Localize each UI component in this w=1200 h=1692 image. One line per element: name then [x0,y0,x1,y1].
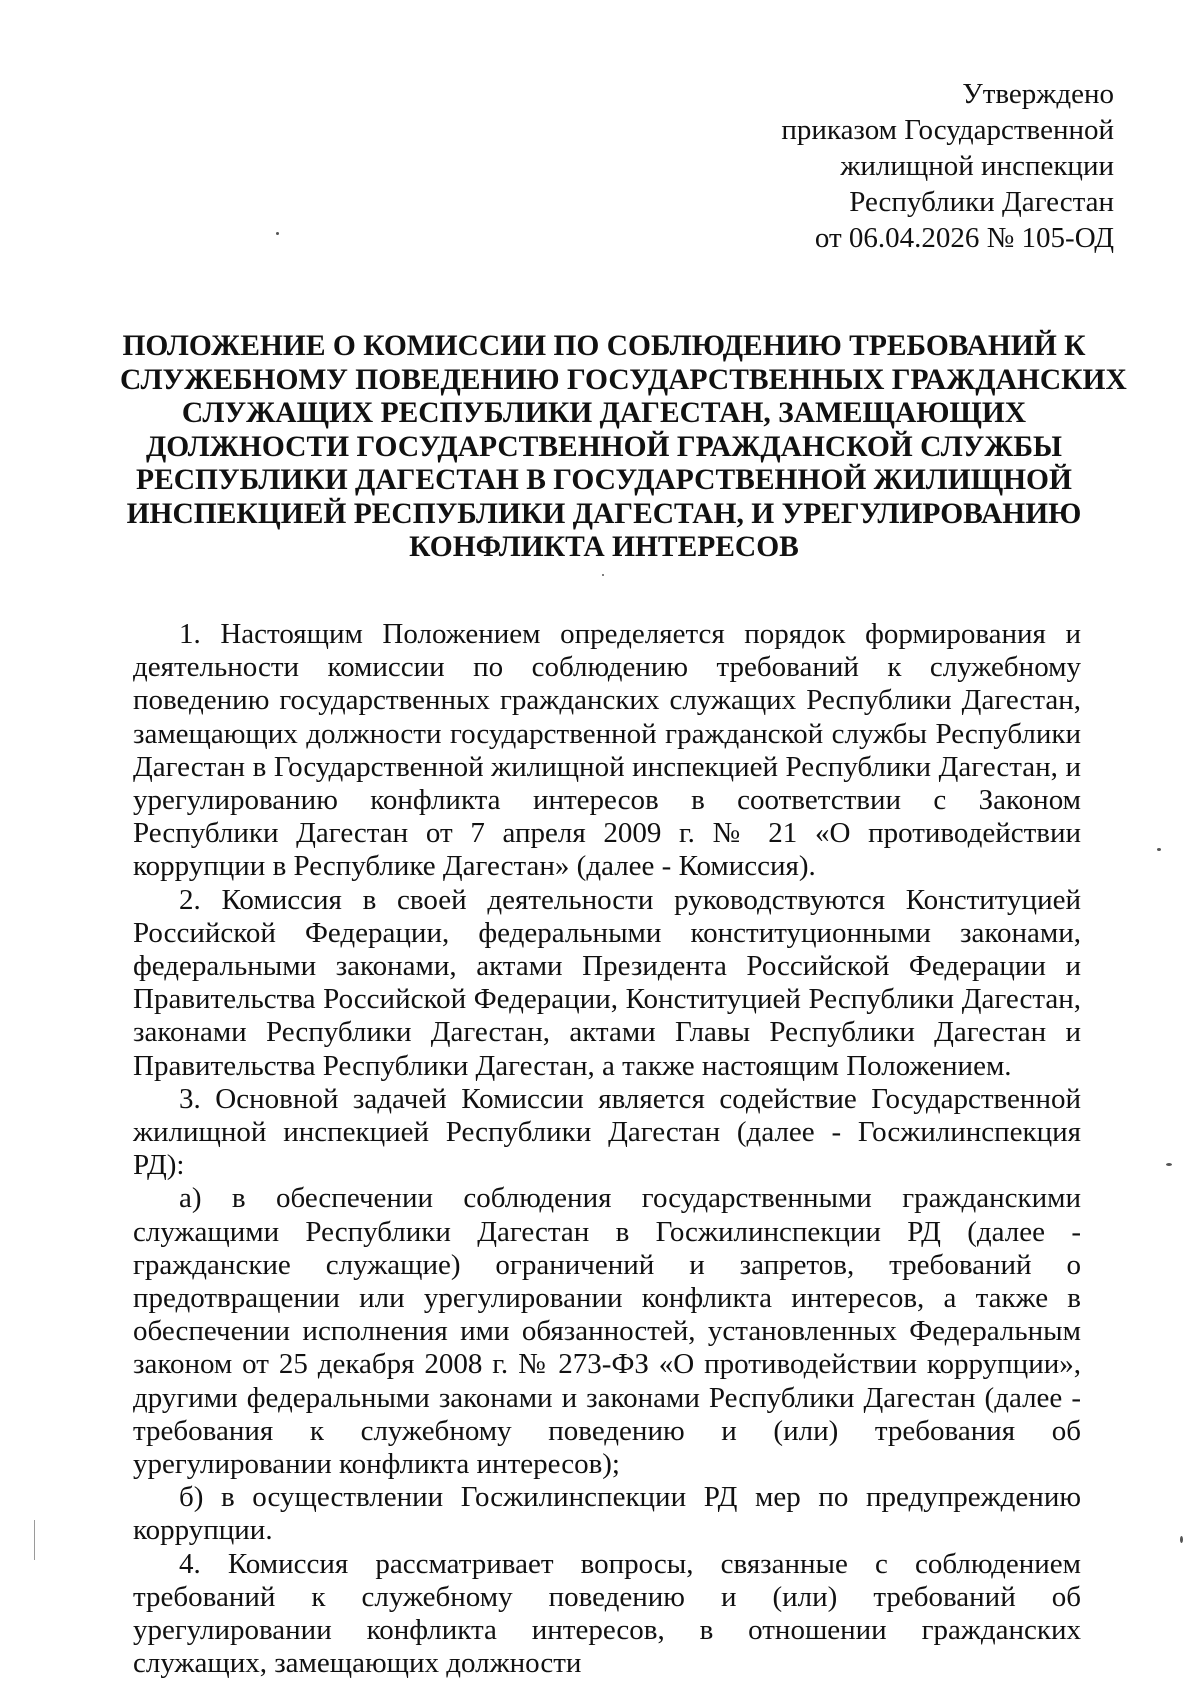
approval-line: от 06.04.2026 № 105-ОД [814,222,1114,254]
scan-speck [602,574,604,576]
paragraph-1: 1. Настоящим Положением определяется порядок формирования и деятельности комиссии по соблюдению требований к служебному поведению государственных гражданских служащих Республики Дагестан, замещающих должности государственной гражданской службы Республики Дагестан в Государственной жилищной инспекцией Республики Дагестан, и урегулированию конфликта интересов в соответствии с Законом Республики Дагестан от 7 апреля 2009 г. № 21 «О противодействии коррупции в Республике Дагестан» (далее - Комиссия). [133,618,1081,883]
title-line: СЛУЖЕБНОМУ ПОВЕДЕНИЮ ГОСУДАРСТВЕННЫХ ГРАЖДАНСКИХ [120,363,1127,396]
approval-stamp [594,76,1114,256]
paragraph-4: 4. Комиссия рассматривает вопросы, связанные с соблюдением требований к служебному поведению и (или) требований об урегулировании конфликта интересов, в отношении гражданских служащих, замещающих должности [133,1547,1081,1680]
approval-line: жилищной инспекции [840,150,1114,182]
paragraph-2: 2. Комиссия в своей деятельности руководствуются Конституцией Российской Федерации, федеральными конституционными законами, федеральными законами, актами Президента Российской Федерации и Правительства Российской Федерации, Конституцией Республики Дагестан, законами Республики Дагестан, актами Главы Республики Дагестан и Правительства Республики Дагестан, а также настоящим Положением. [133,883,1081,1082]
paragraph-3: 3. Основной задачей Комиссии является содействие Государственной жилищной инспекцией Республики Дагестан (далее - Госжилинспекция РД): [133,1082,1081,1182]
title-line: РЕСПУБЛИКИ ДАГЕСТАН В ГОСУДАРСТВЕННОЙ ЖИЛИЩНОЙ [136,464,1072,496]
approval-line: приказом Государственной [781,114,1114,146]
document-body [133,618,1081,1681]
scan-speck [1166,1163,1172,1166]
title-line: ИНСПЕКЦИЕЙ РЕСПУБЛИКИ ДАГЕСТАН, И УРЕГУЛИРОВАНИЮ [126,497,1082,530]
approval-line: Республики Дагестан [849,186,1114,218]
title-line: ДОЛЖНОСТИ ГОСУДАРСТВЕННОЙ ГРАЖДАНСКОЙ СЛУЖБЫ [146,430,1062,463]
title-line: СЛУЖАЩИХ РЕСПУБЛИКИ ДАГЕСТАН, ЗАМЕЩАЮЩИХ [181,397,1027,429]
scan-speck [1180,1536,1183,1543]
scan-speck [276,232,279,235]
paragraph-3b: б) в осуществлении Госжилинспекции РД мер по предупреждению коррупции. [133,1481,1081,1547]
scan-speck [1157,848,1161,851]
paragraph-3a: а) в обеспечении соблюдения государственными гражданскими служащими Республики Дагестан в Госжилинспекции РД (далее - гражданские служащие) ограничений и запретов, требований о предотвращении или урегулировании конфликта интересов, а также в обеспечении исполнения ими обязанностей, установленных Федеральным законом от 25 декабря 2008 г. № 273-ФЗ «О противодействии коррупции», другими федеральными законами и законами Республики Дагестан (далее - требования к служебному поведению и (или) требования об урегулировании конфликта интересов); [133,1182,1081,1481]
approval-line: Утверждено [962,78,1114,110]
document-title [120,330,1127,565]
title-line: ПОЛОЖЕНИЕ О КОМИССИИ ПО СОБЛЮДЕНИЮ ТРЕБОВАНИЙ К [122,330,1086,362]
title-line: КОНФЛИКТА ИНТЕРЕСОВ [409,531,799,563]
scan-edge-line [34,1520,35,1560]
